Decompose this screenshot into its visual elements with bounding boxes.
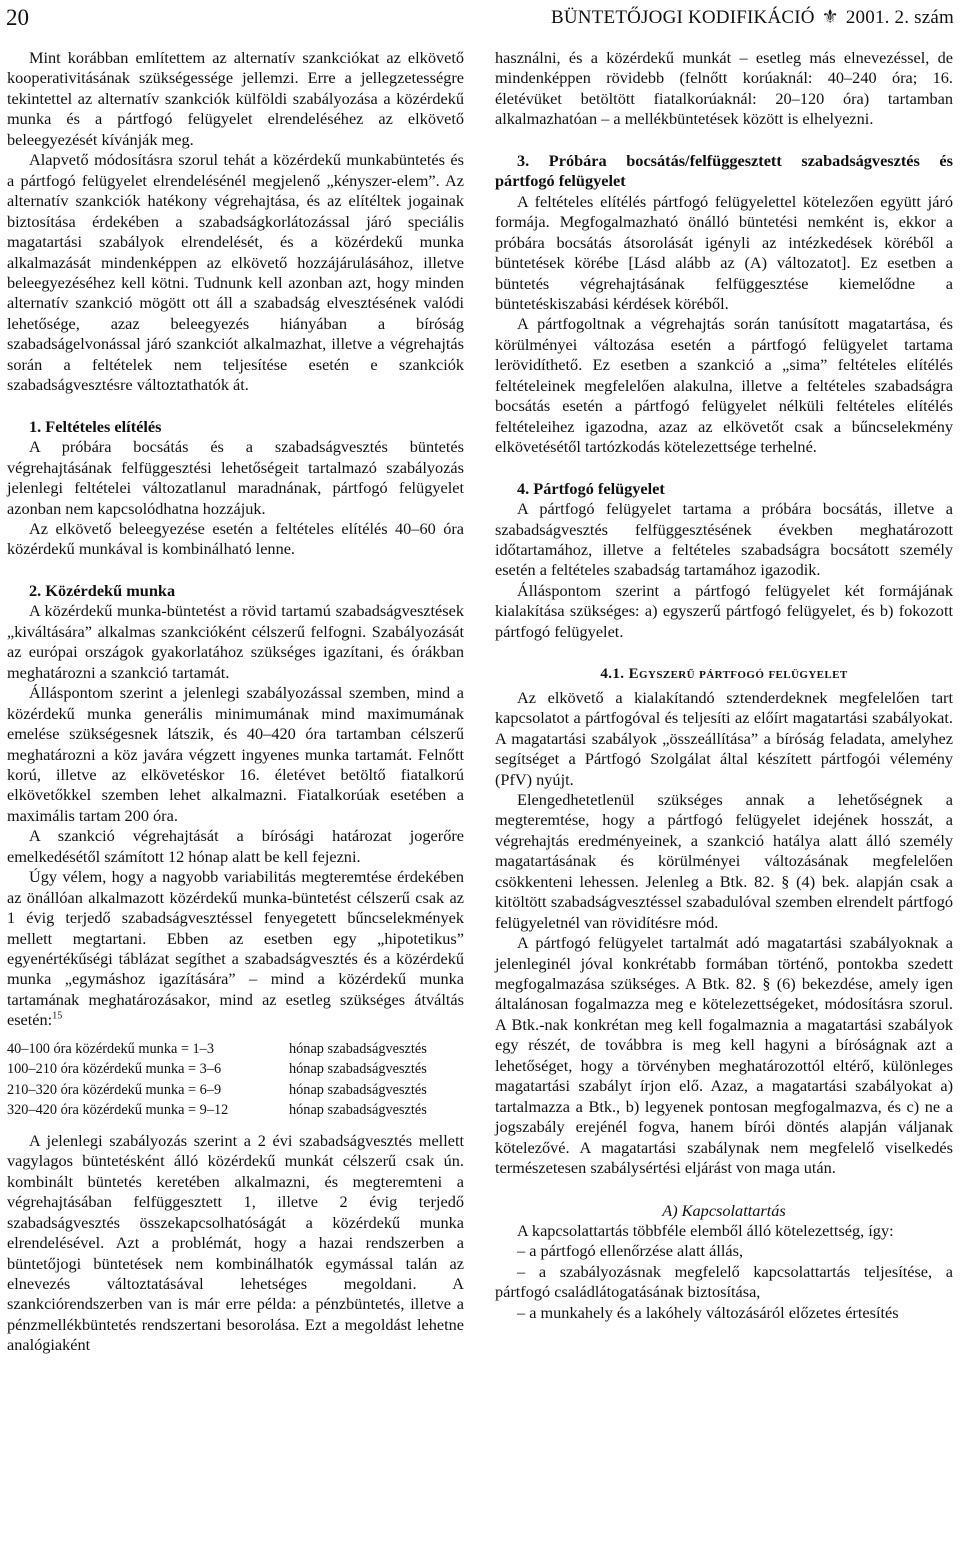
paragraph: használni, és a közérdekű munkát – esetleg más elnevezéssel, de mindenképpen rövidebb (felnőtt korúaknál: 40–240 óra; 16. életévüket betöltött fiatalkorúaknál: 20–120 óra) tartamban alkalmazhatóan – a mellékbüntetések között is elhelyezni. <box>495 48 953 129</box>
paragraph: A szankció végrehajtását a bírósági határozat jogerőre emelkedésétől számított 12 hónap alatt be kell fejezni. <box>7 826 464 866</box>
conversion-months: hónap szabadságvesztés <box>289 1102 427 1119</box>
conversion-hours: 320–420 óra közérdekű munka = 9–12 <box>7 1102 229 1119</box>
conversion-months: hónap szabadságvesztés <box>289 1081 427 1098</box>
footnote-reference: 15 <box>52 1010 63 1022</box>
section-heading: 4. Pártfogó felügyelet <box>517 478 665 498</box>
paragraph: Álláspontom szerint a pártfogó felügyelet két formájának kialakítása szükséges: a) egyszerű pártfogó felügyelet, és b) fokozott pártfogó felügyelet. <box>495 580 953 641</box>
paragraph: Mint korábban említettem az alternatív szankciókat az elkövető kooperativitásának szükségessége jellemzi. Erre a jellegzetességre tekintettel az alternatív szankciók külföldi szabályozása a közérdekű munka és a pártfogó felügyelet elrendeléséhez az elkövető beleegyezését kívánják meg. <box>7 48 464 149</box>
conversion-row <box>7 1039 464 1060</box>
conversion-row <box>7 1080 464 1101</box>
subsection-heading: 4.1. Egyszerű pártfogó felügyelet <box>600 666 848 683</box>
conversion-months: hónap szabadságvesztés <box>289 1040 427 1057</box>
paragraph: A jelenlegi szabályozás szerint a 2 évi szabadságvesztés mellett vagylagos büntetésként álló közérdekű munkát célszerű csak ún. kombinált büntetés keretében alkalmazni, és megteremteni a végrehajtásában felfüggesztett 1, illetve 2 évig terjedő szabadságvesztés összekapcsolhatóságát a közérdekű munka elrendelésével. Azt a problémát, hogy a hazai rendszerben a büntetőjogi büntetések nem kombinálhatók egymással talán az elnevezés változtatásával lehetséges megoldani. A szankciórendszerben van is már erre példa: a pénzbüntetés, illetve a pénzmellékbüntetés rendszertani besorolása. Ezt a megoldást lehetne analógiaként <box>7 1130 464 1355</box>
section-heading: 2. Közérdekű munka <box>29 580 176 600</box>
section-heading: 1. Feltételes elítélés <box>29 416 162 436</box>
running-head <box>551 4 954 32</box>
conversion-months: hónap szabadságvesztés <box>289 1061 427 1078</box>
conversion-table <box>7 1039 464 1121</box>
left-column <box>7 48 464 1356</box>
paragraph: A pártfogó felügyelet tartama a próbára bocsátás, illetve a szabadságvesztés felfüggesztésének években meghatározott időtartamához, illetve a feltételes szabadságra bocsátott személy esetén a feltételes szabadság tartamához igazodik. <box>495 499 953 580</box>
paragraph-text: Úgy vélem, hogy a nagyobb variabilitás megteremtése érdekében az önállóan alkalmazott közérdekű munka-büntetést célszerű csak az 1 évig terjedő szabadságvesztéssel fenyegetett bűncselekmények mellett megtartani. Ebben az esetben egy „hipotetikus” egyenértékűségi táblázat segíthet a szabadságvesztés és a közérdekű munka „egymáshoz igazítására” – mind a közérdekű munka tartamának meghatározásakor, mind az esetleg szükséges átváltás esetén: <box>7 867 464 1030</box>
paragraph: Elengedhetetlenül szükséges annak a lehetőségnek a megteremtése, hogy a pártfogó felügyelet idejének hosszát, a végrehajtás eredményeinek, a szankció hatálya alatt álló személy magatartásának és körülményei változásának megfelelően csökkenteni lehessen. Jelenleg a Btk. 82. § (4) bek. alapján csak a kitöltött szabadságvesztéssel szabadulóval szemben elrendelt pártfogó felügyeletnél van rövidítésre mód. <box>495 789 953 932</box>
conversion-hours: 210–320 óra közérdekű munka = 6–9 <box>7 1081 222 1098</box>
page-number: 20 <box>6 5 29 30</box>
paragraph: A feltételes elítélés pártfogó felügyelettel kötelezően együtt járó formája. Megfogalmazható önálló büntetési nemként is, ekkor a próbára bocsátás átsorolását igényli az intézkedések köréből a büntetések körébe [Lásd alább az (A) változatot]. Ez esetben a büntetés végrehajtásának felfüggesztése kiemelődne a büntetéskiszabási kérdések köréből. <box>495 191 953 313</box>
paragraph: Az elkövető a kialakítandó sztenderdeknek megfelelően tart kapcsolatot a pártfogóval és teljesíti az előírt magatartási szabályokat. A magatartási szabályok „összeállítása” a bíróság feladata, amelyhez segítséget a Pártfogó Szolgálat által készített pártfogói vélemény (PfV) nyújt. <box>495 687 953 789</box>
paragraph: A pártfogoltnak a végrehajtás során tanúsított magatartása, és körülményei változása esetén a pártfogó felügyelet tartama lerövidíthető. Ez esetben a szankció a „sima” feltételes elítélés feltételeinek megfelelően alakulna, illetve a feltételes szabadságra bocsátás esetén a pártfogó felügyelet nélküli feltételes elítélés feltételeihez igazodna, azaz az elkövetőt csak a bűncselekmény elkövetésétől tartózkodás kötelezettsége terhelné. <box>495 314 953 457</box>
list-item: – a munkahely és a lakóhely változásáról előzetes értesítés <box>517 1302 899 1322</box>
paragraph: A kapcsolattartás többféle elemből álló kötelezettség, így: <box>517 1221 894 1241</box>
conversion-row <box>7 1100 464 1121</box>
journal-title: BÜNTETŐJOGI KODIFIKÁCIÓ <box>551 7 815 28</box>
section-heading: 3. Próbára bocsátás/felfüggesztett szabadságvesztés és pártfogó felügyelet <box>495 150 953 191</box>
subsubsection-heading: A) Kapcsolattartás <box>662 1200 786 1220</box>
paragraph: A közérdekű munka-büntetést a rövid tartamú szabadságvesztések „kiváltására” alkalmas szankcióként célszerű felfogni. Szabályozását az európai országok gyakorlatához szükséges igazítani, és órákban meghatározni a szankció tartamát. <box>7 601 464 682</box>
conversion-hours: 40–100 óra közérdekű munka = 1–3 <box>7 1040 214 1057</box>
right-column <box>495 48 953 1323</box>
conversion-row <box>7 1059 464 1080</box>
paragraph: Az elkövető beleegyezése esetén a feltételes elítélés 40–60 óra közérdekű munkával is kombinálható lenne. <box>7 518 464 559</box>
paragraph <box>7 867 464 1031</box>
fleuron-icon: ⚜ <box>821 7 839 28</box>
list-item: – a szabályozásnak megfelelő kapcsolattartás teljesítése, a pártfogó családlátogatásának biztosítása, <box>495 1261 953 1302</box>
list-item: – a pártfogó ellenőrzése alatt állás, <box>517 1241 744 1261</box>
page-header <box>6 4 954 32</box>
paragraph: A pártfogó felügyelet tartalmát adó magatartási szabályoknak a jelenleginél jóval konkrétabb formában történő, pontokba szedett megfogalmazása szükséges. A Btk. 82. § (6) bekezdése, amely igen általánosan fogalmazza meg e kötelezettségeket, módosításra szorul. A Btk.-nak konkrétan meg kell fogalmaznia a magatartási szabályok egy részét, de továbbra is meg kell hagyni a bíróságnak azt a lehetőséget, hogy a törvényben meghatározottól eltérő, különleges magatartási szabályt írjon elő. Azaz, a magatartási szabályokat a) tartalmazza a Btk., b) legyenek pontosan megfogalmazva, és c) ne a jogszabály erejénél fogva, hanem bírói döntés alapján váljanak kötelezővé. A magatartási szabálynak nem megfelelő viselkedés természetesen szabálysértési eljárást von maga után. <box>495 933 953 1178</box>
paragraph: A próbára bocsátás és a szabadságvesztés büntetés végrehajtásának felfüggesztési lehetőségeit tartalmazó szabályozás jelenlegi feltételei változatlanul maradnának, pártfogó felügyelet azonban nem kapcsolódhatna hozzájuk. <box>7 437 464 518</box>
conversion-hours: 100–210 óra közérdekű munka = 3–6 <box>7 1061 222 1078</box>
paragraph: Alapvető módosításra szorul tehát a közérdekű munkabüntetés és a pártfogó felügyelet elrendelésénél megjelenő „kényszer-elem”. Az alternatív szankciók hatékony végrehajtása, és az elítéltek jogainak biztosítása érdekében a szabadságkorlátozással járó speciális magatartási szabályok elrendelését, és a közérdekű munka alkalmazását mindenképpen az elkövető hozzájárulásához, illetve beleegyezéséhez kell kötni. Tudnunk kell azonban azt, hogy minden alternatív szankció mögött ott áll a szabadság elvesztésének valódi lehetősége, azaz beleegyezés hiányában a bíróság szabadságelvonással járó szankciót alkalmazhat, illetve a végrehajtás során a feltételek nem teljesítése esetén e szankciók szabadságvesztésre változtathatók át. <box>7 150 464 395</box>
issue-label: 2001. 2. szám <box>845 7 954 28</box>
paragraph: Álláspontom szerint a jelenlegi szabályozással szemben, mind a közérdekű munka generális minimumának mind maximumának emelése szükségesnek látszik, és 40–420 óra tartamban célszerű meghatározni a köz javára végzett ingyenes munka tartamát. Felnőtt korú, illetve az elkövetéskor 16. életévet betöltő fiatalkorú elkövetőkkel szemben lehet alkalmazni. Fiatalkorúak esetében a maximális tartam 200 óra. <box>7 683 464 825</box>
